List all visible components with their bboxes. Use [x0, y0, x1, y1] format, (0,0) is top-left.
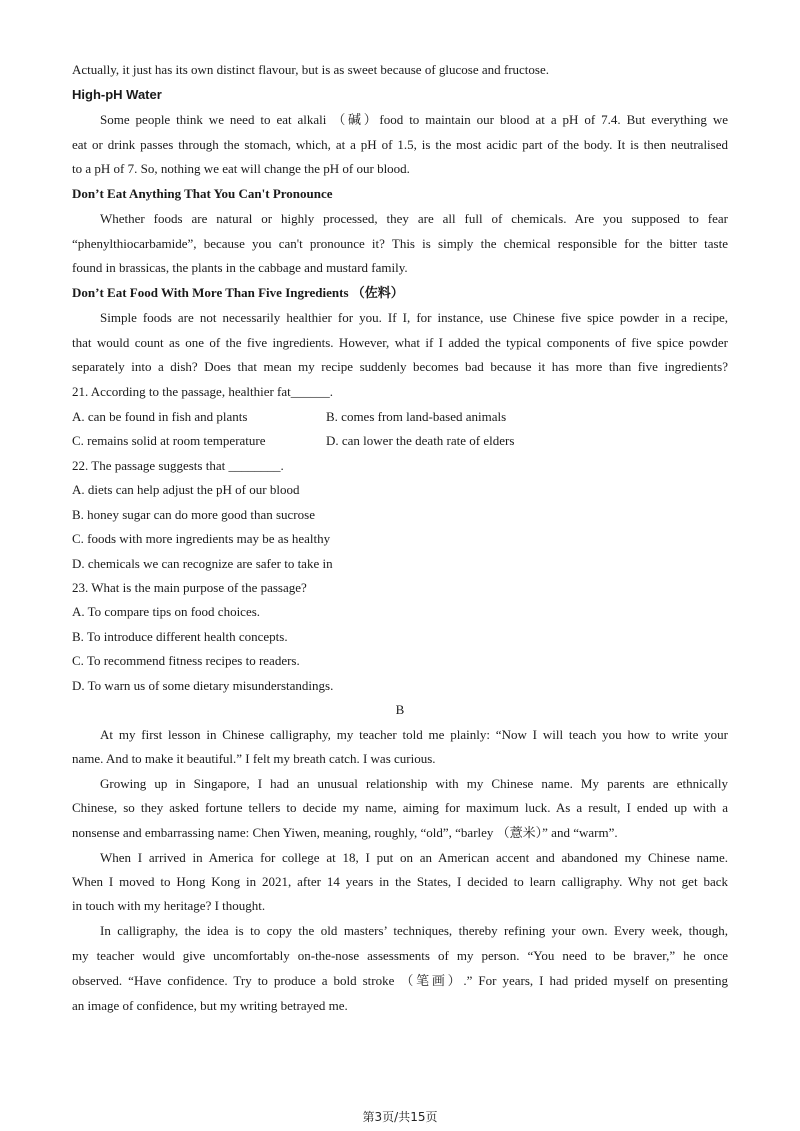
- q23-option-a: A. To compare tips on food choices.: [72, 604, 261, 619]
- paragraph-line: nonsense and embarrassing name: Chen Yiwen, meaning, roughly, “old”, “barley （薏米）” and “warm”.: [72, 825, 618, 840]
- paragraph-line: Growing up in Singapore, I had an unusual relationship with my Chinese name. My parents are ethnically: [100, 776, 728, 791]
- q21-option-c: C. remains solid at room temperature: [72, 433, 266, 448]
- q21-option-a: A. can be found in fish and plants: [72, 409, 248, 424]
- question-23-stem: 23. What is the main purpose of the passage?: [72, 580, 307, 595]
- paragraph-line: in touch with my heritage? I thought.: [72, 898, 266, 913]
- paragraph-line: eat or drink passes through the stomach, which, at a pH of 1.5, is the most acidic part of the body. It is then neutralised: [72, 137, 728, 152]
- q22-option-b: B. honey sugar can do more good than sucrose: [72, 507, 315, 522]
- paragraph-line: name. And to make it beautiful.” I felt my breath catch. I was curious.: [72, 751, 436, 766]
- paragraph-line: At my first lesson in Chinese calligraphy, my teacher told me plainly: “Now I will teach you how to write your: [100, 727, 728, 742]
- paragraph-line: Simple foods are not necessarily healthier for you. If I, for instance, use Chinese five spice powder in a recipe,: [100, 310, 728, 325]
- heading-pronounce: Don’t Eat Anything That You Can't Pronounce: [72, 186, 333, 201]
- intro-line: Actually, it just has its own distinct flavour, but is as sweet because of glucose and fructose.: [72, 62, 550, 77]
- paragraph-line: separately into a dish? Does that mean my recipe suddenly becomes bad because it has more than five ingredients?: [72, 359, 728, 374]
- q22-option-c: C. foods with more ingredients may be as healthy: [72, 531, 331, 546]
- q21-option-b: B. comes from land-based animals: [326, 409, 507, 424]
- q23-option-c: C. To recommend fitness recipes to readers.: [72, 653, 300, 668]
- paragraph-line: found in brassicas, the plants in the cabbage and mustard family.: [72, 260, 408, 275]
- paragraph-line: to a pH of 7. So, nothing we eat will change the pH of our blood.: [72, 161, 410, 176]
- paragraph-line: “phenylthiocarbamide”, because you can't pronounce it? This is simply the chemical responsible for the bitter taste: [72, 236, 728, 251]
- q23-option-d: D. To warn us of some dietary misunderstandings.: [72, 678, 334, 693]
- section-b-label: B: [395, 702, 405, 717]
- paragraph-line: When I moved to Hong Kong in 2021, after 14 years in the States, I decided to learn calligraphy. Why not get back: [72, 874, 728, 889]
- paragraph-line: Whether foods are natural or highly processed, they are all full of chemicals. Are you supposed to fear: [100, 211, 728, 226]
- paragraph-line: an image of confidence, but my writing betrayed me.: [72, 998, 348, 1013]
- q22-option-d: D. chemicals we can recognize are safer to take in: [72, 556, 333, 571]
- page-number-footer: 第3页/共15页: [362, 1110, 438, 1124]
- paragraph-line: In calligraphy, the idea is to copy the old masters’ techniques, thereby refining your own. Every week, though,: [100, 923, 728, 938]
- paragraph-line: my teacher would give uncomfortably on-the-nose assessments of my person. “You need to be braver,” he once: [72, 948, 728, 963]
- question-22-stem: 22. The passage suggests that ________.: [72, 458, 284, 473]
- heading-high-ph-water: High-pH Water: [72, 87, 162, 102]
- paragraph-line: When I arrived in America for college at 18, I put on an American accent and abandoned my Chinese name.: [100, 850, 728, 865]
- q22-option-a: A. diets can help adjust the pH of our blood: [72, 482, 300, 497]
- question-21-stem: 21. According to the passage, healthier fat______.: [72, 384, 334, 399]
- paragraph-line: Chinese, so they asked fortune tellers to decide my name, aiming for maximum luck. As a result, I ended up with a: [72, 800, 728, 815]
- paragraph-line: Some people think we need to eat alkali （碱）food to maintain our blood at a pH of 7.4. But everything we: [100, 112, 728, 127]
- paragraph-line: that would count as one of the five ingredients. However, what if I added the typical components of five spice powder: [72, 335, 728, 350]
- q21-option-d: D. can lower the death rate of elders: [326, 433, 515, 448]
- q23-option-b: B. To introduce different health concepts.: [72, 629, 288, 644]
- heading-five-ingredients: Don’t Eat Food With More Than Five Ingredients （佐料）: [72, 285, 404, 300]
- paragraph-line: observed. “Have confidence. Try to produce a bold stroke （笔画）.” For years, I had prided myself on presenting: [72, 973, 728, 988]
